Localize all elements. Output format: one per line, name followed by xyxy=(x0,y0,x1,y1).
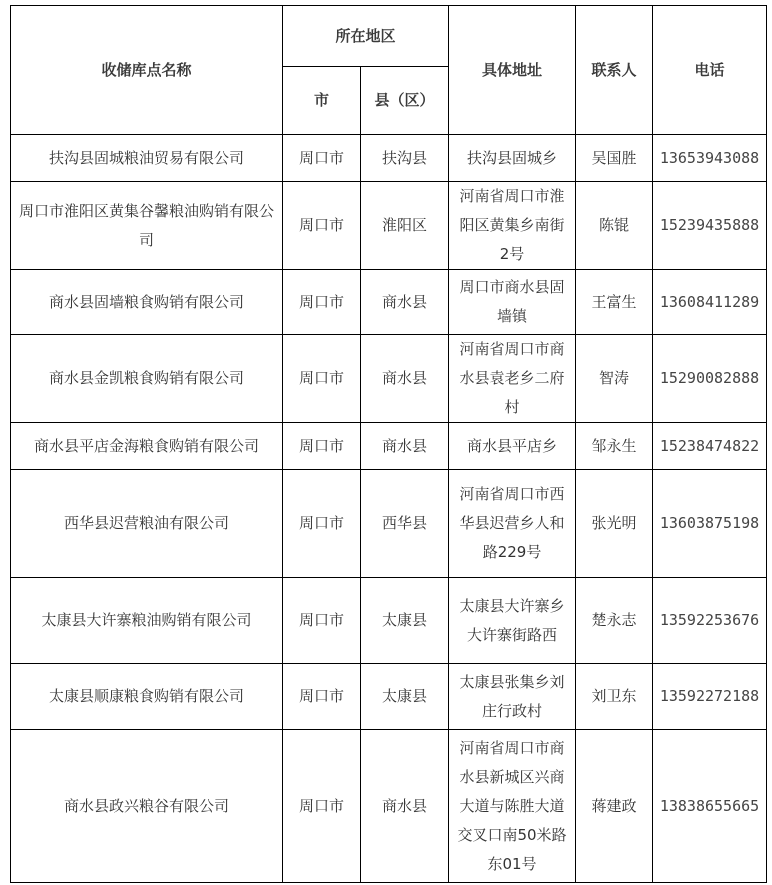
contact: 吴国胜 xyxy=(576,135,653,182)
table-row xyxy=(11,664,767,730)
city: 周口市 xyxy=(283,335,361,423)
county: 太康县 xyxy=(361,664,449,730)
depot-name: 太康县顺康粮食购销有限公司 xyxy=(11,664,283,730)
county: 扶沟县 xyxy=(361,135,449,182)
address: 扶沟县固城乡 xyxy=(449,135,576,182)
contact: 楚永志 xyxy=(576,578,653,664)
contact: 智涛 xyxy=(576,335,653,423)
county: 太康县 xyxy=(361,578,449,664)
address: 河南省周口市商水县袁老乡二府村 xyxy=(449,335,576,423)
depot-name: 商水县金凯粮食购销有限公司 xyxy=(11,335,283,423)
address: 河南省周口市淮阳区黄集乡南街2号 xyxy=(449,182,576,270)
table-row xyxy=(11,423,767,470)
header-address: 具体地址 xyxy=(449,6,576,135)
phone: 13653943088 xyxy=(653,135,767,182)
city: 周口市 xyxy=(283,578,361,664)
county: 西华县 xyxy=(361,470,449,578)
contact: 张光明 xyxy=(576,470,653,578)
city: 周口市 xyxy=(283,135,361,182)
header-county: 县（区） xyxy=(361,67,449,135)
phone: 13592253676 xyxy=(653,578,767,664)
header-region: 所在地区 xyxy=(283,6,449,67)
address: 太康县张集乡刘庄行政村 xyxy=(449,664,576,730)
city: 周口市 xyxy=(283,470,361,578)
header-phone: 电话 xyxy=(653,6,767,135)
city: 周口市 xyxy=(283,182,361,270)
county: 淮阳区 xyxy=(361,182,449,270)
county: 商水县 xyxy=(361,270,449,335)
depot-name: 扶沟县固城粮油贸易有限公司 xyxy=(11,135,283,182)
phone: 15239435888 xyxy=(653,182,767,270)
phone: 13592272188 xyxy=(653,664,767,730)
phone: 13838655665 xyxy=(653,730,767,883)
county: 商水县 xyxy=(361,730,449,883)
contact: 邹永生 xyxy=(576,423,653,470)
address: 河南省周口市商水县新城区兴商大道与陈胜大道交叉口南50米路东01号 xyxy=(449,730,576,883)
city: 周口市 xyxy=(283,270,361,335)
table-row xyxy=(11,135,767,182)
table-row xyxy=(11,270,767,335)
table-row xyxy=(11,578,767,664)
address: 河南省周口市西华县迟营乡人和路229号 xyxy=(449,470,576,578)
header-city: 市 xyxy=(283,67,361,135)
contact: 陈锟 xyxy=(576,182,653,270)
contact: 蒋建政 xyxy=(576,730,653,883)
address: 太康县大许寨乡大许寨街路西 xyxy=(449,578,576,664)
phone: 13603875198 xyxy=(653,470,767,578)
contact: 王富生 xyxy=(576,270,653,335)
city: 周口市 xyxy=(283,423,361,470)
contact: 刘卫东 xyxy=(576,664,653,730)
county: 商水县 xyxy=(361,335,449,423)
city: 周口市 xyxy=(283,664,361,730)
phone: 15238474822 xyxy=(653,423,767,470)
table-row xyxy=(11,182,767,270)
depot-name: 西华县迟营粮油有限公司 xyxy=(11,470,283,578)
city: 周口市 xyxy=(283,730,361,883)
depot-name: 商水县政兴粮谷有限公司 xyxy=(11,730,283,883)
depot-name: 商水县固墙粮食购销有限公司 xyxy=(11,270,283,335)
grain-depot-table xyxy=(10,5,767,883)
table-row xyxy=(11,730,767,883)
phone: 15290082888 xyxy=(653,335,767,423)
header-contact: 联系人 xyxy=(576,6,653,135)
table-row xyxy=(11,470,767,578)
table-row xyxy=(11,335,767,423)
depot-name: 商水县平店金海粮食购销有限公司 xyxy=(11,423,283,470)
phone: 13608411289 xyxy=(653,270,767,335)
header-depot-name: 收储库点名称 xyxy=(11,6,283,135)
depot-name: 太康县大许寨粮油购销有限公司 xyxy=(11,578,283,664)
address: 周口市商水县固墙镇 xyxy=(449,270,576,335)
county: 商水县 xyxy=(361,423,449,470)
address: 商水县平店乡 xyxy=(449,423,576,470)
depot-name: 周口市淮阳区黄集谷馨粮油购销有限公司 xyxy=(11,182,283,270)
